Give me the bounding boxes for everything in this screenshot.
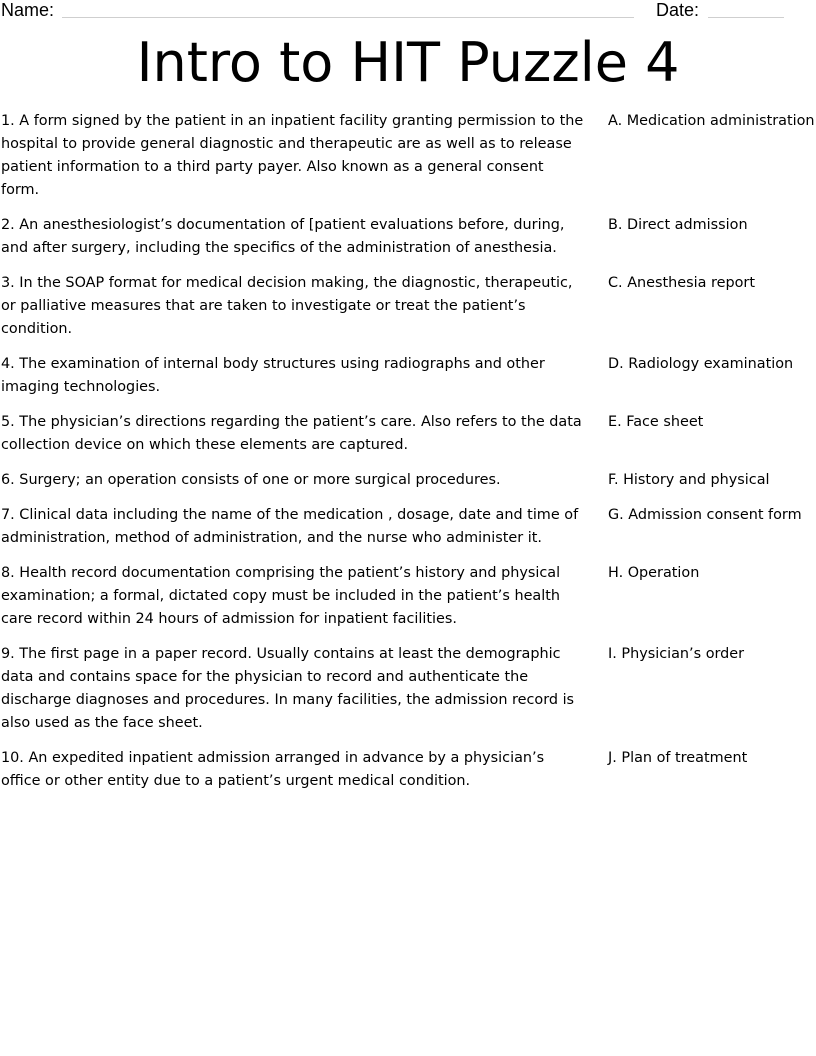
clue-text: 9. The first page in a paper record. Usually contains at least the demographic data and contains space for the physician to record and authenticate the discharge diagnoses and procedures. In many facilities, the admission record is also used as the face sheet. (1, 646, 575, 731)
clue-text: 5. The physician’s directions regarding the patient’s care. Also refers to the data collection device on which these elements are captured. (1, 414, 582, 453)
match-row (0, 353, 816, 399)
clue-text: 2. An anesthesiologist’s documentation of [patient evaluations before, during, and after surgery, including the specifics of the administration of anesthesia. (1, 217, 565, 256)
match-row (0, 562, 816, 631)
answer-option: B. Direct admission (608, 217, 748, 233)
match-row (0, 214, 816, 260)
match-row (0, 469, 816, 492)
answer-option: C. Anesthesia report (608, 275, 755, 291)
clue-text: 1. A form signed by the patient in an inpatient facility granting permission to the hospital to provide general diagnostic and therapeutic are as well as to release patient information to a third party payer. Also known as a general consent form. (1, 113, 584, 198)
answer-option: E. Face sheet (608, 414, 704, 430)
match-row (0, 272, 816, 341)
date-label: Date: (656, 0, 700, 20)
clue-text: 8. Health record documentation comprising the patient’s history and physical examination; a formal, dictated copy must be included in the patient’s health care record within 24 hours of admission for inpatient facilities. (1, 565, 561, 627)
answer-option: D. Radiology examination (608, 356, 794, 372)
clue-text: 10. An expedited inpatient admission arranged in advance by a physician’s office or other entity due to a patient’s urgent medical condition. (1, 750, 545, 789)
clue-text: 7. Clinical data including the name of the medication , dosage, date and time of administration, method of administration, and the nurse who administer it. (1, 507, 579, 546)
match-row (0, 643, 816, 735)
clue-text: 6. Surgery; an operation consists of one or more surgical procedures. (1, 472, 501, 488)
match-row (0, 411, 816, 457)
answer-option: G. Admission consent form (608, 507, 802, 523)
answer-option: J. Plan of treatment (608, 750, 748, 766)
page-title: Intro to HIT Puzzle 4 (136, 31, 680, 94)
clue-text: 4. The examination of internal body structures using radiographs and other imaging technologies. (1, 356, 545, 395)
answer-option: A. Medication administration (608, 113, 815, 129)
answer-option: F. History and physical (608, 472, 770, 488)
match-row (0, 747, 816, 793)
name-field[interactable] (62, 17, 634, 18)
answer-option: I. Physician’s order (608, 646, 745, 662)
match-row (0, 504, 816, 550)
clue-text: 3. In the SOAP format for medical decision making, the diagnostic, therapeutic, or palliative measures that are taken to investigate or treat the patient’s condition. (1, 275, 573, 337)
match-row (0, 110, 816, 202)
name-label: Name: (1, 0, 55, 20)
date-field[interactable] (708, 17, 784, 18)
matching-list (0, 110, 816, 805)
worksheet-header (0, 0, 816, 22)
answer-option: H. Operation (608, 565, 700, 581)
